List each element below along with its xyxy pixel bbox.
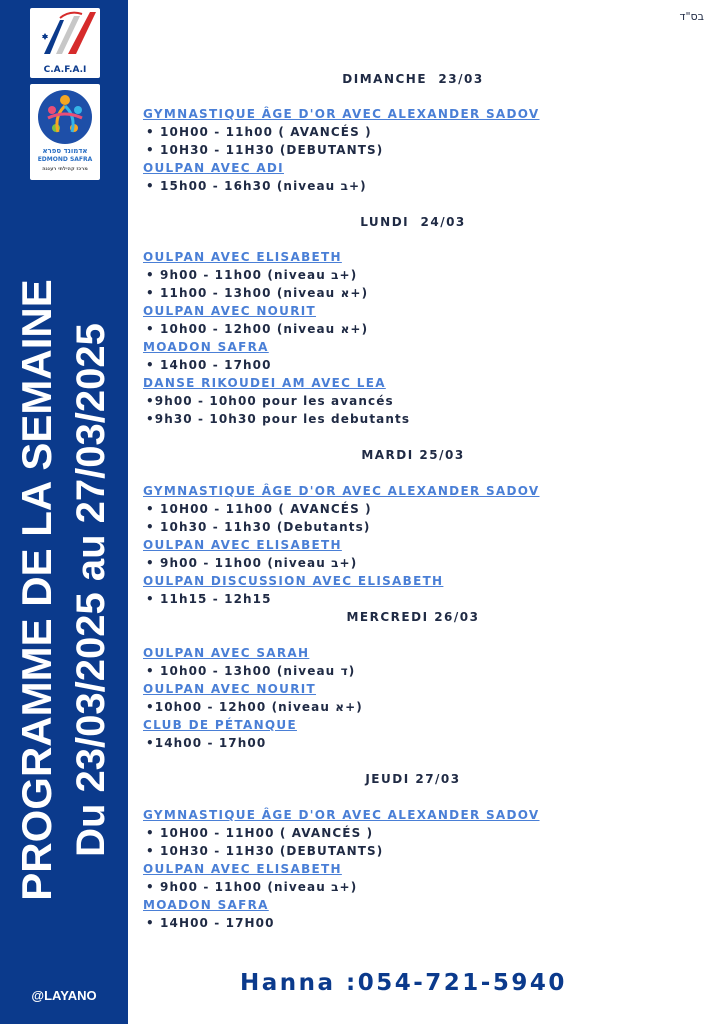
activity-link[interactable]: OULPAN AVEC ELISABETH — [143, 862, 342, 876]
time-slot: •9h00 - 10h00 pour les avancés — [146, 394, 394, 408]
day-heading-dimanche: DIMANCHE 23/03 — [342, 72, 484, 86]
activity-link[interactable]: GYMNASTIQUE ÂGE D'OR AVEC ALEXANDER SADOV — [143, 484, 540, 498]
cafai-logo — [30, 8, 100, 78]
vertical-title — [0, 260, 128, 920]
time-slot: • 14h00 - 17h00 — [146, 358, 272, 372]
safra-emblem-icon — [34, 88, 96, 146]
safra-latin-name: EDMOND SAFRA — [37, 156, 93, 163]
safra-logo — [30, 84, 100, 180]
activity-link[interactable]: CLUB DE PÉTANQUE — [143, 718, 297, 732]
activity-link[interactable]: OULPAN AVEC ELISABETH — [143, 250, 342, 264]
safra-subtitle: מרכז קהילתי רעננה — [42, 166, 88, 172]
safra-hebrew-name: אדמונד ספרא — [42, 147, 88, 155]
time-slot: • 10H30 - 11H30 (DEBUTANTS) — [146, 844, 384, 858]
time-slot: • 11h15 - 12h15 — [146, 592, 272, 606]
time-slot: • 15h00 - 16h30 (niveau ב+) — [146, 179, 367, 193]
day-heading-lundi: LUNDI 24/03 — [360, 215, 466, 229]
sidebar — [0, 0, 128, 1024]
activity-link[interactable]: OULPAN AVEC SARAH — [143, 646, 310, 660]
time-slot: • 9h00 - 11h00 (niveau ב+) — [146, 556, 358, 570]
program-date-range: Du 23/03/2025 au 27/03/2025 — [69, 323, 113, 857]
cafai-logo-text: C.A.F.A.I — [43, 65, 87, 75]
activity-link[interactable]: DANSE RIKOUDEI AM AVEC LEA — [143, 376, 386, 390]
bsd-mark: בס"ד — [679, 10, 704, 23]
time-slot: • 9h00 - 11h00 (niveau ב+) — [146, 880, 358, 894]
activity-link[interactable]: OULPAN DISCUSSION AVEC ELISABETH — [143, 574, 444, 588]
time-slot: • 10h00 - 12h00 (niveau א+) — [146, 322, 369, 336]
activity-link[interactable]: OULPAN AVEC ELISABETH — [143, 538, 342, 552]
activity-link[interactable]: MOADON SAFRA — [143, 898, 269, 912]
cafai-emblem-icon — [30, 8, 100, 68]
activity-link[interactable]: MOADON SAFRA — [143, 340, 269, 354]
time-slot: • 10h00 - 13h00 (niveau ד) — [146, 664, 356, 678]
activity-link[interactable]: OULPAN AVEC NOURIT — [143, 304, 317, 318]
time-slot: • 10H00 - 11h00 ( AVANCÉS ) — [146, 502, 372, 516]
credit-handle: @LAYANO — [31, 988, 97, 1003]
time-slot: •9h30 - 10h30 pour les debutants — [146, 412, 411, 426]
activity-link[interactable]: OULPAN AVEC NOURIT — [143, 682, 317, 696]
time-slot: • 10h30 - 11h30 (Debutants) — [146, 520, 371, 534]
time-slot: •14h00 - 17h00 — [146, 736, 267, 750]
day-heading-jeudi: JEUDI 27/03 — [365, 772, 461, 786]
time-slot: • 9h00 - 11h00 (niveau ב+) — [146, 268, 358, 282]
activity-link[interactable]: GYMNASTIQUE ÂGE D'OR AVEC ALEXANDER SADOV — [143, 808, 540, 822]
time-slot: • 10H00 - 11h00 ( AVANCÉS ) — [146, 125, 372, 139]
day-heading-mercredi: MERCREDI 26/03 — [346, 610, 480, 624]
program-title: PROGRAMME DE LA SEMAINE — [13, 279, 60, 901]
time-slot: • 10H00 - 11H00 ( AVANCÉS ) — [146, 826, 374, 840]
contact-phone[interactable]: Hanna :054-721-5940 — [240, 970, 567, 996]
time-slot: • 11h00 - 13h00 (niveau א+) — [146, 286, 369, 300]
time-slot: • 14H00 - 17H00 — [146, 916, 275, 930]
time-slot: •10h00 - 12h00 (niveau א+) — [146, 700, 363, 714]
activity-link[interactable]: GYMNASTIQUE ÂGE D'OR AVEC ALEXANDER SADOV — [143, 107, 540, 121]
activity-link[interactable]: OULPAN AVEC ADI — [143, 161, 284, 175]
day-heading-mardi: MARDI 25/03 — [361, 448, 465, 462]
time-slot: • 10H30 - 11H30 (DEBUTANTS) — [146, 143, 384, 157]
